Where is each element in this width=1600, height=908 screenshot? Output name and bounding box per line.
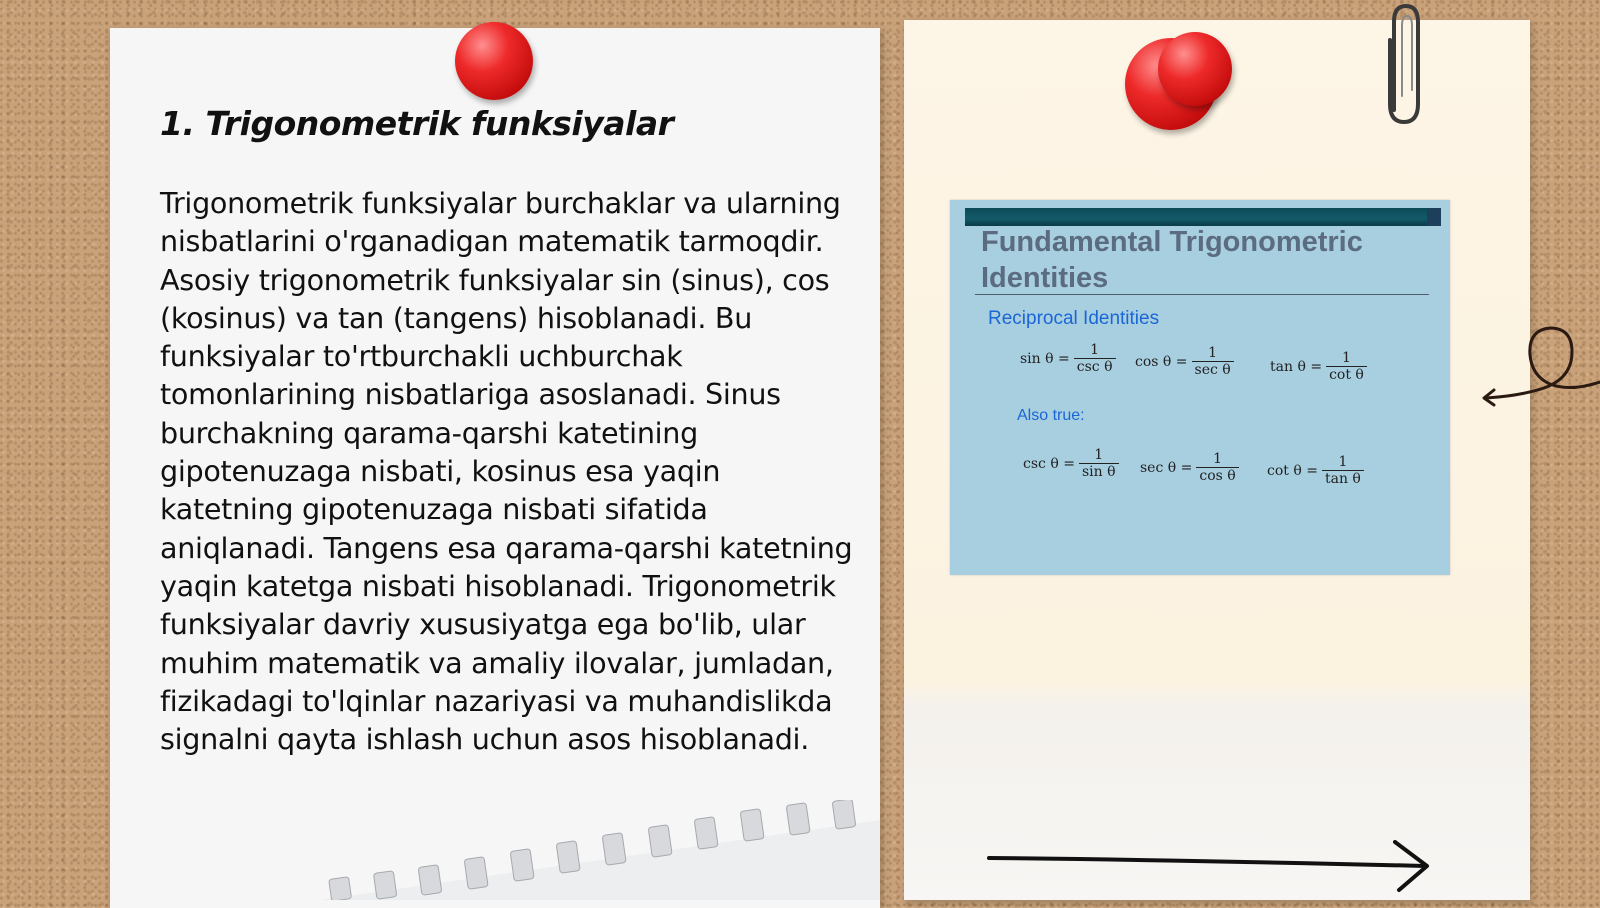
curly-arrow-icon bbox=[1480, 310, 1600, 410]
identity-formula: csc θ = $\frac{1}{\text{sin θ}}$ bbox=[1023, 447, 1119, 481]
arrow-right-icon bbox=[985, 836, 1445, 896]
slide-title: Fundamental Trigonometric Identities bbox=[981, 226, 1363, 294]
also-true-label: Also true: bbox=[1017, 407, 1085, 424]
paper-clip-icon bbox=[1372, 0, 1432, 130]
identity-formula: cot θ = $\frac{1}{\text{tan θ}}$ bbox=[1267, 454, 1364, 488]
trig-identities-slide bbox=[950, 200, 1450, 575]
identity-formula: sec θ = $\frac{1}{\text{cos θ}}$ bbox=[1140, 451, 1239, 485]
section-heading: 1. Trigonometrik funksiyalar bbox=[160, 104, 674, 143]
identity-formula: tan θ = $\frac{1}{\text{cot θ}}$ bbox=[1270, 350, 1367, 384]
slide-subtitle: Reciprocal Identities bbox=[988, 308, 1160, 329]
identity-formula: cos θ = $\frac{1}{\text{sec θ}}$ bbox=[1135, 345, 1234, 379]
identity-formula: sin θ = $\frac{1}{\text{csc θ}}$ bbox=[1020, 342, 1116, 376]
push-pin-icon bbox=[1158, 32, 1232, 106]
push-pin-icon bbox=[455, 22, 533, 100]
body-paragraph: Trigonometrik funksiyalar burchaklar va ularning nisbatlarini o'rganadigan matematik tarmoqdir. Asosiy trigonometrik funksiyalar sin (sinus), cos (kosinus) va tan (tangens) hisoblanadi. Bu funksiyalar to'rtburchakli uchburchak tomonlarining nisbatlariga asoslanadi. Sinus burchakning qarama-qarshi katetining gipotenuzaga nisbati, kosinus esa yaqin katetning gipotenuzaga nisbati sifatida aniqlanadi. Tangens esa qarama-qarshi katetning yaqin katetga nisbati hisoblanadi. Trigonometrik funksiyalar davriy xususiyatga ega bo'lib, ular muhim matematik va amaliy ilovalar, jumladan, fizikadagi to'lqinlar nazariyasi va muhandislikda signalni qayta ishlash uchun asos hisoblanadi. bbox=[160, 186, 853, 757]
slide-divider bbox=[975, 294, 1429, 295]
torn-paper-strip bbox=[320, 800, 880, 900]
